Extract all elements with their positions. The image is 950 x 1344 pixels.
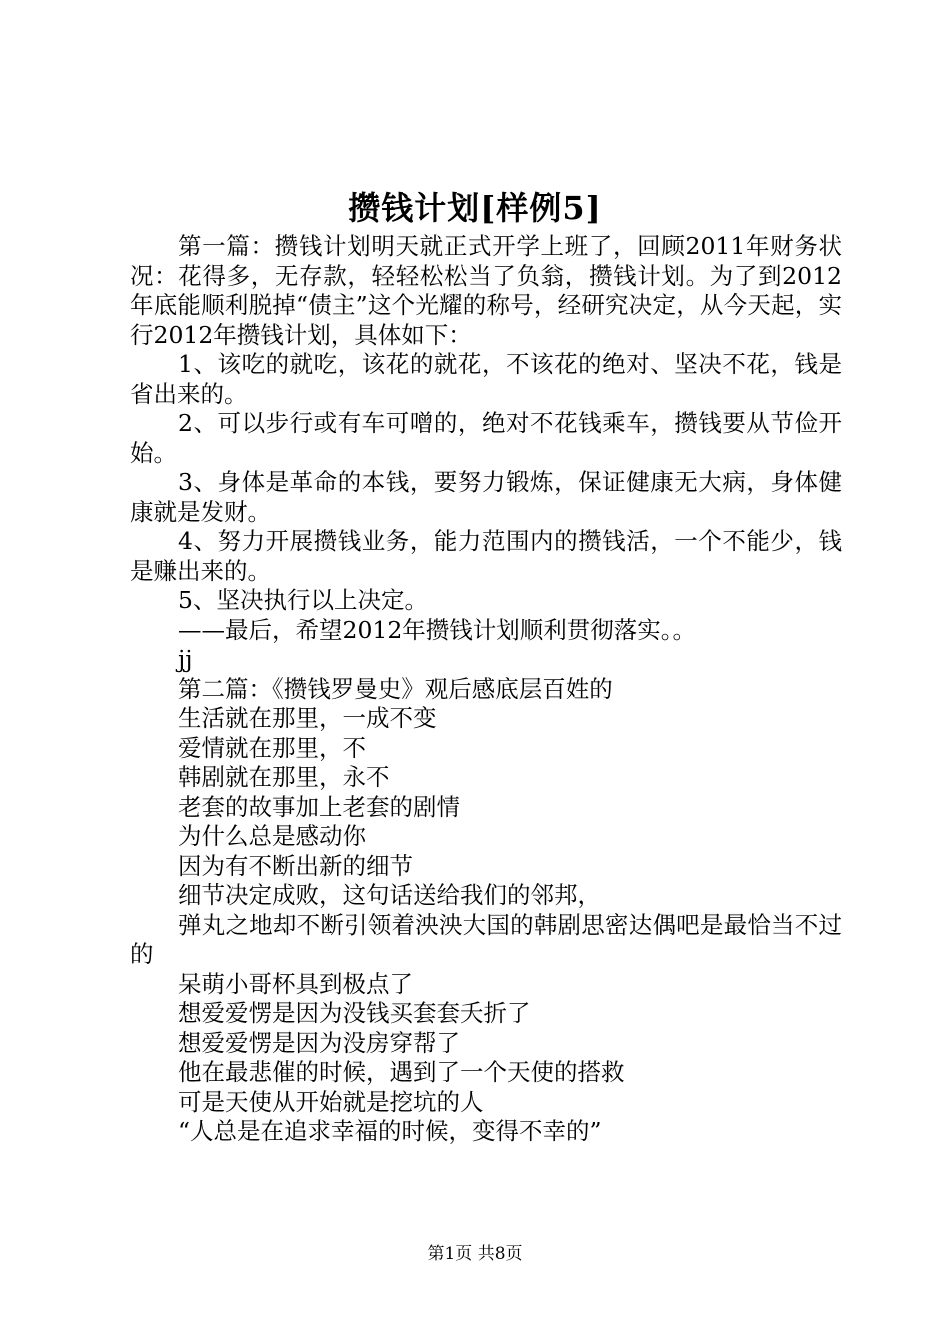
text-line: 呆萌小哥杯具到极点了 xyxy=(178,969,413,998)
text-line: 因为有不断出新的细节 xyxy=(178,851,413,880)
text-line: 生活就在那里，一成不变 xyxy=(178,704,437,732)
text-line: 爱情就在那里，不 xyxy=(178,733,366,762)
text-line: jj xyxy=(178,645,193,673)
text-line: 可是天使从开始就是挖坑的人 xyxy=(178,1087,484,1116)
paragraph-item-3: 3、身体是革命的本钱，要努力锻炼，保证健康无大病，身体健康就是发财。 xyxy=(130,468,842,526)
text-line: 老套的故事加上老套的剧情 xyxy=(178,792,460,821)
paragraph-item-1: 1、该吃的就吃，该花的就花，不该花的绝对、坚决不花，钱是省出来的。 xyxy=(130,350,842,408)
text-line: 为什么总是感动你 xyxy=(178,822,366,850)
text-line: 想爱爱愣是因为没钱买套套夭折了 xyxy=(178,999,531,1027)
text-line: 想爱爱愣是因为没房穿帮了 xyxy=(178,1028,460,1057)
paragraph-item-2: 2、可以步行或有车可噌的，绝对不花钱乘车，攒钱要从节俭开始。 xyxy=(130,409,842,467)
page-number-footer: 第1页 共8页 xyxy=(427,1244,523,1264)
paragraph-wrapped: 弹丸之地却不断引领着泱泱大国的韩剧思密达偶吧是最恰当不过的 xyxy=(130,910,842,968)
paragraph-intro: 第一篇：攒钱计划明天就正式开学上班了，回顾2011年财务状况：花得多，无存款，轻轻松松当了负翁，攒钱计划。为了到2012年底能顺利脱掉“债主”这个光耀的称号，经研究决定，从今天起，实行2012年攒钱计划，具体如下： xyxy=(130,232,842,349)
text-line: 细节决定成败，这句话送给我们的邻邦， xyxy=(178,881,601,909)
document-body xyxy=(130,232,842,1147)
text-line: 他在最悲催的时候，遇到了一个天使的搭救 xyxy=(178,1058,625,1086)
paragraph-item-4: 4、努力开展攒钱业务，能力范围内的攒钱活，一个不能少，钱是赚出来的。 xyxy=(130,527,842,585)
document-title: 攒钱计划[样例5] xyxy=(348,189,602,227)
quote-line: “人总是在追求幸福的时候，变得不幸的” xyxy=(178,1117,602,1145)
paragraph-item-5: 5、坚决执行以上决定。 xyxy=(178,586,428,614)
text-line: ——最后，希望2012年攒钱计划顺利贯彻落实。。 xyxy=(178,615,697,644)
text-line: 韩剧就在那里，永不 xyxy=(178,763,390,791)
section-heading-part-two: 第二篇：《攒钱罗曼史》观后感底层百姓的 xyxy=(178,674,613,703)
